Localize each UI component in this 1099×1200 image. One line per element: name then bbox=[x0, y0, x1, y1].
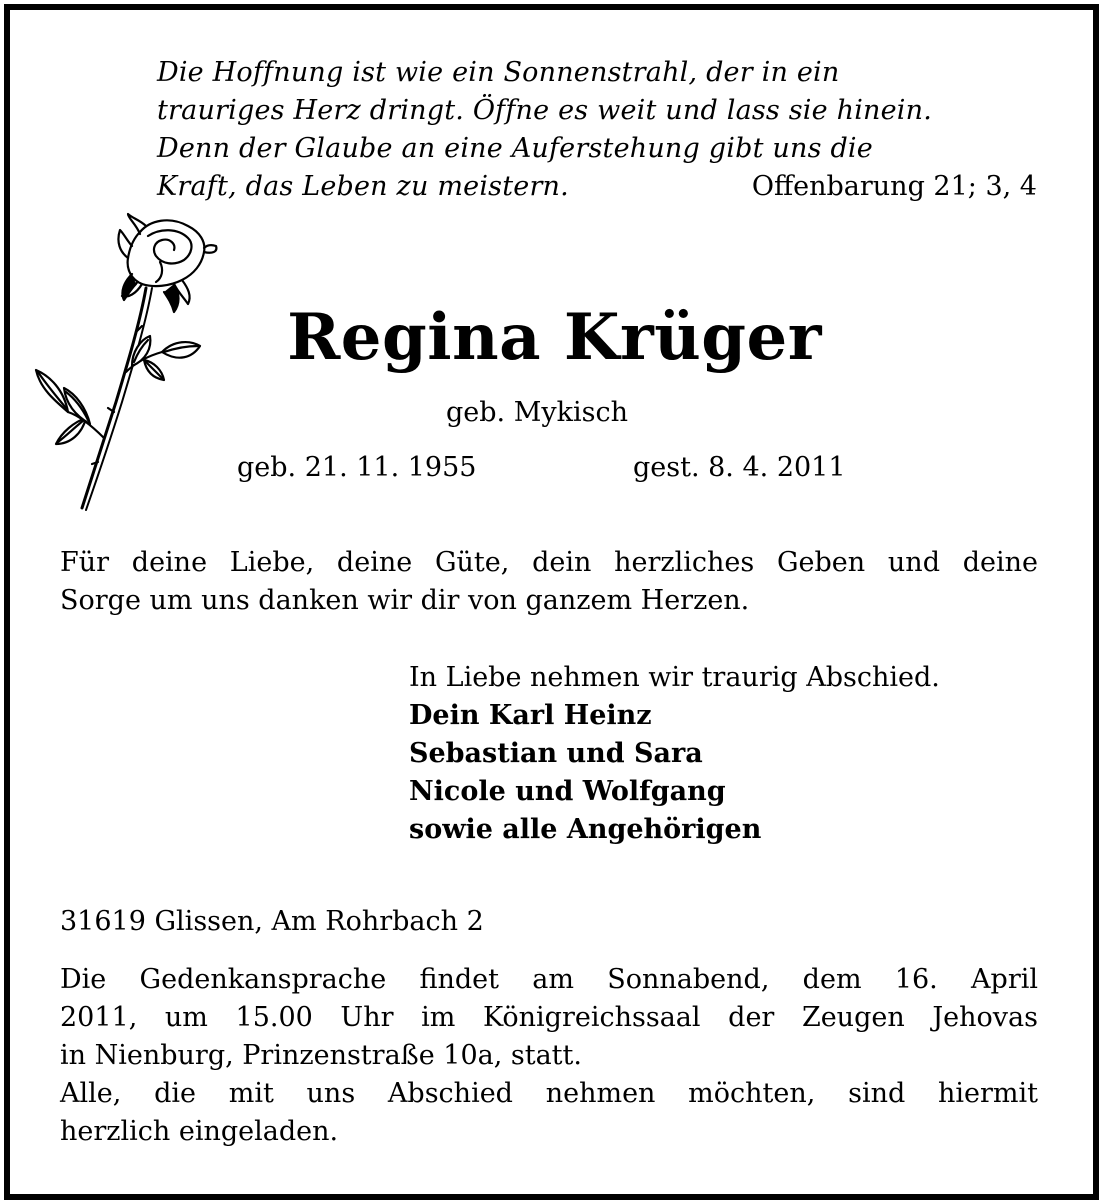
service-line-3: in Nienburg, Prinzenstraße 10a, statt. bbox=[60, 1040, 582, 1071]
quote-line-4: Kraft, das Leben zu meistern. bbox=[157, 171, 569, 202]
quote-line-2: trauriges Herz dringt. Öffne es weit und lass sie hinein. bbox=[157, 95, 933, 126]
thanks-line-2: Sorge um uns danken wir dir von ganzem Herzen. bbox=[60, 585, 750, 616]
birth-date: geb. 21. 11. 1955 bbox=[237, 452, 477, 483]
farewell-intro: In Liebe nehmen wir traurig Abschied. bbox=[409, 662, 940, 693]
death-date: gest. 8. 4. 2011 bbox=[633, 452, 846, 483]
service-line-5: herzlich eingeladen. bbox=[60, 1116, 339, 1147]
mourner-2: Sebastian und Sara bbox=[409, 738, 703, 769]
address: 31619 Glissen, Am Rohrbach 2 bbox=[60, 906, 484, 937]
mourner-4: sowie alle Angehörigen bbox=[409, 814, 762, 845]
deceased-name: Regina Krüger bbox=[287, 300, 822, 375]
mourner-1: Dein Karl Heinz bbox=[409, 700, 652, 731]
service-paragraph bbox=[60, 961, 1038, 1151]
maiden-name: geb. Mykisch bbox=[446, 397, 628, 428]
service-line-4: Alle, die mit uns Abschied nehmen möchten, sind hiermit bbox=[60, 1078, 1038, 1109]
quote-line-3: Denn der Glaube an eine Auferstehung gibt uns die bbox=[157, 133, 873, 164]
thanks-paragraph bbox=[60, 544, 1038, 620]
service-line-1: Die Gedenkansprache findet am Sonnabend, dem 16. April bbox=[60, 964, 1038, 995]
bible-reference: Offenbarung 21; 3, 4 bbox=[751, 171, 1037, 202]
thanks-line-1: Für deine Liebe, deine Güte, dein herzliches Geben und deine bbox=[60, 547, 1038, 578]
quote-line-1: Die Hoffnung ist wie ein Sonnenstrahl, der in ein bbox=[157, 57, 840, 88]
service-line-2: 2011, um 15.00 Uhr im Königreichssaal der Zeugen Jehovas bbox=[60, 1002, 1038, 1033]
mourner-3: Nicole und Wolfgang bbox=[409, 776, 726, 807]
